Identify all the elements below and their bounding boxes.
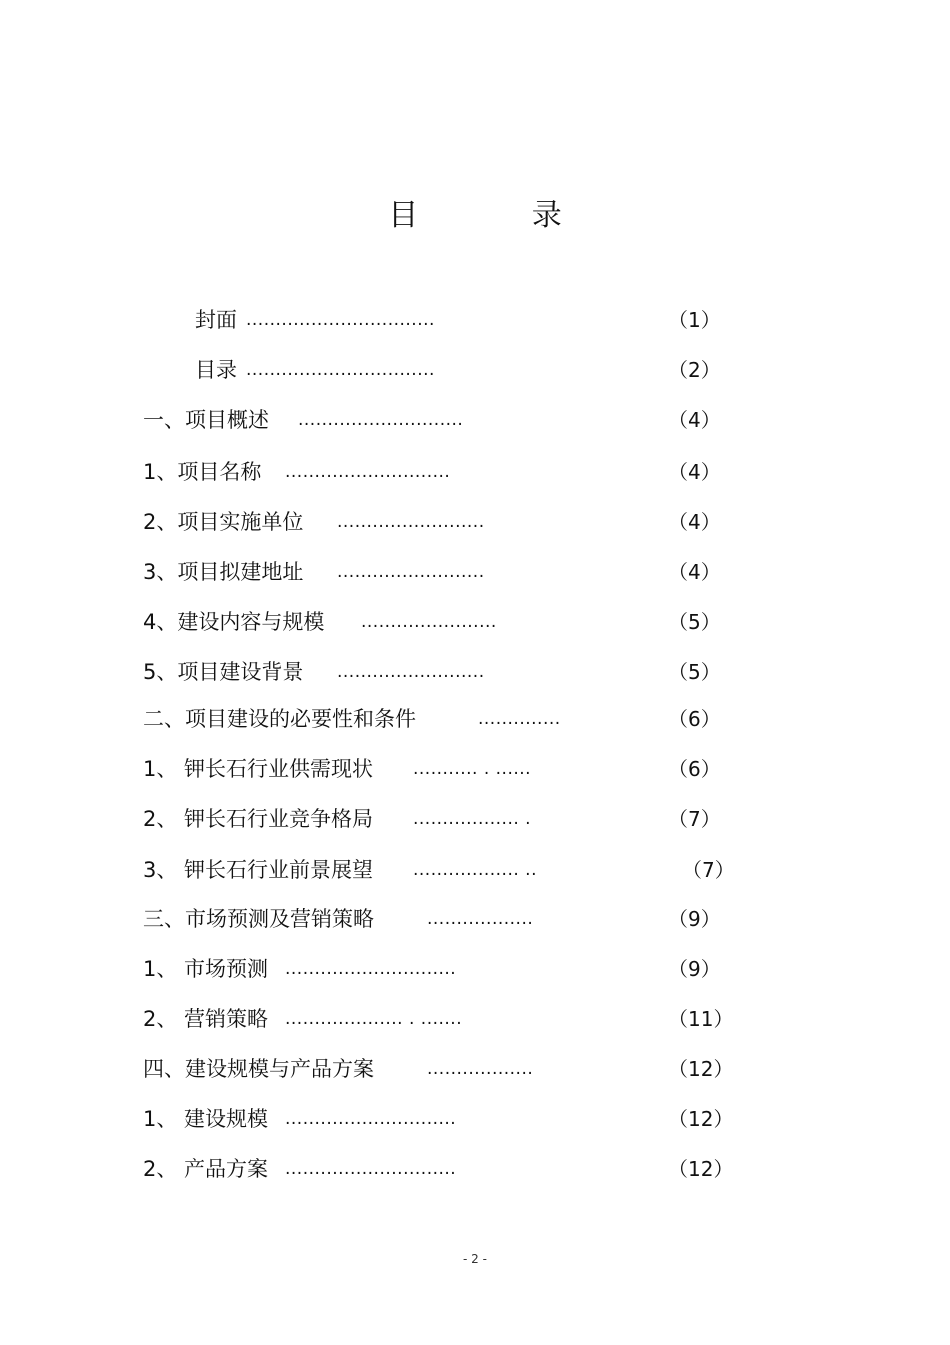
toc-entry-label: 3、 钾长石行业前景展望 (143, 858, 374, 882)
toc-entry-section-3[interactable] (0, 904, 950, 934)
toc-entry-page: （7） (668, 807, 721, 831)
toc-entry-cover[interactable] (0, 305, 950, 335)
toc-entry-leader: ........... . ...... (413, 759, 532, 779)
toc-entry-label: 5、项目建设背景 (143, 660, 304, 684)
toc-entry-leader: ............................ (298, 410, 464, 430)
toc-entry-label: 封面 (195, 308, 237, 332)
toc-entry-label: 二、项目建设的必要性和条件 (143, 707, 416, 731)
toc-entry-leader: ................................ (246, 360, 435, 380)
toc-entry-label: 4、建设内容与规模 (143, 610, 325, 634)
toc-entry-label: 2、 钾长石行业竞争格局 (143, 807, 374, 831)
page-title: 目 录 (388, 198, 614, 233)
toc-entry-3-2[interactable] (0, 1004, 950, 1034)
toc-entry-label: 1、项目名称 (143, 460, 262, 484)
toc-entry-leader: ............................. (285, 1159, 457, 1179)
toc-entry-label: 三、市场预测及营销策略 (143, 907, 374, 931)
toc-entry-page: （7） (682, 858, 735, 882)
toc-entry-page: （11） (668, 1007, 734, 1031)
toc-entry-leader: .................. (427, 1059, 534, 1079)
toc-entry-label: 2、项目实施单位 (143, 510, 304, 534)
toc-entry-3-1[interactable] (0, 954, 950, 984)
toc-entry-1-3[interactable] (0, 557, 950, 587)
toc-entry-leader: .............. (478, 709, 561, 729)
toc-entry-page: （5） (668, 610, 721, 634)
toc-entry-label: 四、建设规模与产品方案 (143, 1057, 374, 1081)
toc-entry-page: （2） (668, 358, 721, 382)
toc-entry-page: （4） (668, 408, 721, 432)
toc-entry-leader: ....................... (361, 612, 497, 632)
toc-entry-page: （6） (668, 707, 721, 731)
toc-entry-page: （4） (668, 510, 721, 534)
toc-entry-leader: .................. .. (413, 860, 537, 880)
toc-entry-page: （12） (668, 1107, 734, 1131)
toc-entry-label: 目录 (195, 358, 237, 382)
toc-entry-leader: .................. (427, 909, 534, 929)
toc-entry-1-4[interactable] (0, 607, 950, 637)
toc-entry-leader: ......................... (337, 662, 485, 682)
toc-entry-leader: .................... . ....... (285, 1009, 463, 1029)
toc-entry-2-2[interactable] (0, 804, 950, 834)
toc-entry-leader: ............................. (285, 959, 457, 979)
toc-entry-2-1[interactable] (0, 754, 950, 784)
toc-entry-section-4[interactable] (0, 1054, 950, 1084)
toc-entry-label: 1、 钾长石行业供需现状 (143, 757, 374, 781)
toc-entry-4-2[interactable] (0, 1154, 950, 1184)
toc-entry-section-2[interactable] (0, 704, 950, 734)
toc-entry-leader: ......................... (337, 562, 485, 582)
toc-entry-page: （12） (668, 1157, 734, 1181)
toc-entry-label: 一、项目概述 (143, 408, 269, 432)
toc-entry-2-3[interactable] (0, 855, 950, 885)
toc-entry-page: （4） (668, 460, 721, 484)
toc-entry-label: 2、 营销策略 (143, 1007, 269, 1031)
toc-entry-leader: .................. . (413, 809, 532, 829)
toc-entry-page: （5） (668, 660, 721, 684)
toc-entry-label: 3、项目拟建地址 (143, 560, 304, 584)
toc-entry-contents[interactable] (0, 355, 950, 385)
page-number: - 2 - (463, 1252, 487, 1266)
toc-entry-label: 1、 建设规模 (143, 1107, 269, 1131)
toc-entry-label: 2、 产品方案 (143, 1157, 269, 1181)
toc-entry-leader: ................................ (246, 310, 435, 330)
toc-entry-page: （12） (668, 1057, 734, 1081)
toc-entry-leader: ............................. (285, 1109, 457, 1129)
toc-entry-leader: ......................... (337, 512, 485, 532)
toc-entry-page: （1） (668, 308, 721, 332)
toc-entry-leader: ............................ (285, 462, 451, 482)
toc-entry-page: （9） (668, 907, 721, 931)
toc-entry-4-1[interactable] (0, 1104, 950, 1134)
toc-entry-1-2[interactable] (0, 507, 950, 537)
toc-entry-1-1[interactable] (0, 457, 950, 487)
toc-entry-page: （6） (668, 757, 721, 781)
toc-entry-1-5[interactable] (0, 657, 950, 687)
toc-entry-section-1[interactable] (0, 405, 950, 435)
toc-entry-page: （4） (668, 560, 721, 584)
toc-entry-page: （9） (668, 957, 721, 981)
toc-entry-label: 1、 市场预测 (143, 957, 269, 981)
